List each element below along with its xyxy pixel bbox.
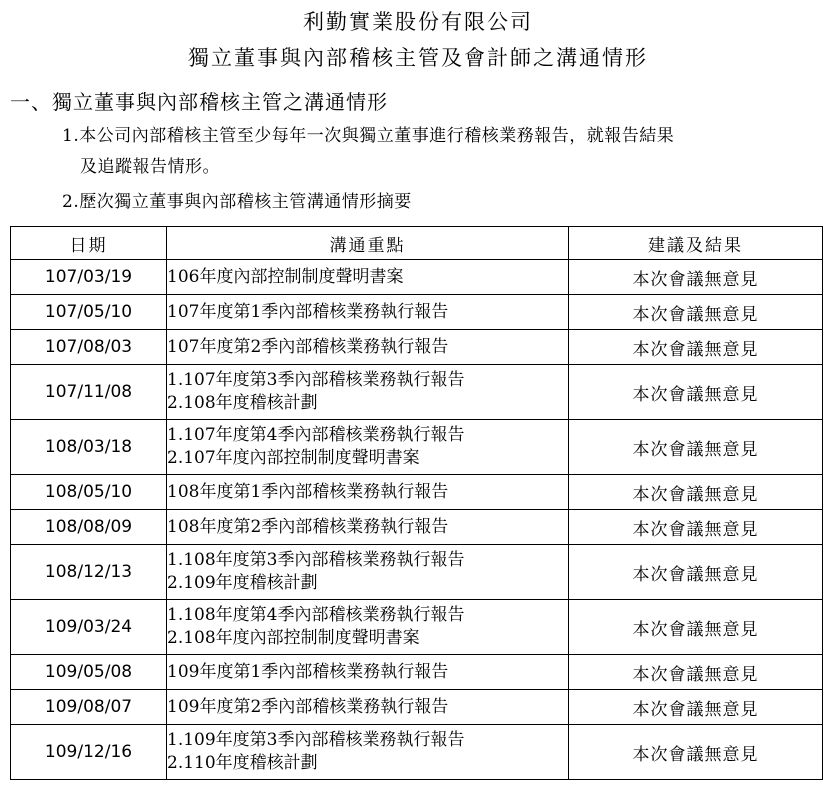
row-date: 107/08/03 (11, 330, 167, 365)
topic-line: 1.108年度第4季內部稽核業務執行報告 (167, 605, 465, 625)
row-date: 109/12/16 (11, 725, 167, 780)
table-row (11, 260, 823, 295)
row-topic (167, 330, 569, 365)
row-result: 本次會議無意見 (569, 420, 823, 475)
paragraph-1-line-1: 1.本公司內部稽核主管至少每年一次與獨立董事進行稽核業務報告，就報告結果 (62, 126, 675, 146)
table-row (11, 475, 823, 510)
topic-line: 2.110年度稽核計劃 (167, 753, 318, 773)
row-topic (167, 545, 569, 600)
row-topic (167, 600, 569, 655)
topic-line: 2.108年度稽核計劃 (167, 393, 318, 413)
row-topic (167, 420, 569, 475)
table-row (11, 295, 823, 330)
document-subtitle: 獨立董事與內部稽核主管及會計師之溝通情形 (188, 46, 648, 70)
row-date: 108/03/18 (11, 420, 167, 475)
table-row (11, 725, 823, 780)
topic-line: 2.107年度內部控制制度聲明書案 (167, 448, 420, 468)
row-topic (167, 295, 569, 330)
row-date: 108/08/09 (11, 510, 167, 545)
topic-line: 2.109年度稽核計劃 (167, 573, 318, 593)
row-date: 107/05/10 (11, 295, 167, 330)
row-topic (167, 725, 569, 780)
row-result: 本次會議無意見 (569, 655, 823, 690)
topic-line: 107年度第1季內部稽核業務執行報告 (167, 301, 449, 322)
table-row (11, 600, 823, 655)
paragraph-2: 2.歷次獨立董事與內部稽核主管溝通情形摘要 (62, 192, 412, 212)
row-result: 本次會議無意見 (569, 725, 823, 780)
table-row (11, 330, 823, 365)
row-result: 本次會議無意見 (569, 475, 823, 510)
row-result: 本次會議無意見 (569, 260, 823, 295)
topic-line: 108年度第1季內部稽核業務執行報告 (167, 481, 449, 502)
paragraph-1-line-2: 及追蹤報告情形。 (80, 157, 220, 177)
table-row (11, 510, 823, 545)
row-date: 107/03/19 (11, 260, 167, 295)
topic-line: 1.107年度第4季內部稽核業務執行報告 (167, 425, 465, 445)
section-heading: 一、獨立董事與內部稽核主管之溝通情形 (10, 90, 388, 114)
company-title: 利勤實業股份有限公司 (303, 10, 533, 34)
row-topic (167, 260, 569, 295)
row-result: 本次會議無意見 (569, 510, 823, 545)
topic-line: 1.107年度第3季內部稽核業務執行報告 (167, 370, 465, 390)
topic-line: 108年度第2季內部稽核業務執行報告 (167, 516, 449, 537)
table-row (11, 420, 823, 475)
row-topic (167, 510, 569, 545)
row-date: 108/12/13 (11, 545, 167, 600)
topic-line: 1.108年度第3季內部稽核業務執行報告 (167, 550, 465, 570)
table-header-row (11, 227, 823, 260)
row-date: 109/03/24 (11, 600, 167, 655)
topic-line: 109年度第2季內部稽核業務執行報告 (167, 696, 449, 717)
table-row (11, 690, 823, 725)
row-result: 本次會議無意見 (569, 365, 823, 420)
header-topic: 溝通重點 (167, 227, 569, 260)
row-result: 本次會議無意見 (569, 295, 823, 330)
topic-line: 106年度內部控制制度聲明書案 (167, 266, 404, 287)
topic-line: 2.108年度內部控制制度聲明書案 (167, 628, 420, 648)
table-row (11, 545, 823, 600)
row-result: 本次會議無意見 (569, 600, 823, 655)
header-result: 建議及結果 (569, 227, 823, 260)
row-topic (167, 475, 569, 510)
table-row (11, 655, 823, 690)
row-result: 本次會議無意見 (569, 330, 823, 365)
topic-line: 109年度第1季內部稽核業務執行報告 (167, 661, 449, 682)
row-date: 109/05/08 (11, 655, 167, 690)
row-topic (167, 365, 569, 420)
row-date: 109/08/07 (11, 690, 167, 725)
header-date: 日期 (11, 227, 167, 260)
row-topic (167, 655, 569, 690)
row-result: 本次會議無意見 (569, 690, 823, 725)
topic-line: 107年度第2季內部稽核業務執行報告 (167, 336, 449, 357)
row-result: 本次會議無意見 (569, 545, 823, 600)
table-row (11, 365, 823, 420)
row-topic (167, 690, 569, 725)
topic-line: 1.109年度第3季內部稽核業務執行報告 (167, 730, 465, 750)
communication-table (10, 226, 823, 780)
row-date: 107/11/08 (11, 365, 167, 420)
row-date: 108/05/10 (11, 475, 167, 510)
